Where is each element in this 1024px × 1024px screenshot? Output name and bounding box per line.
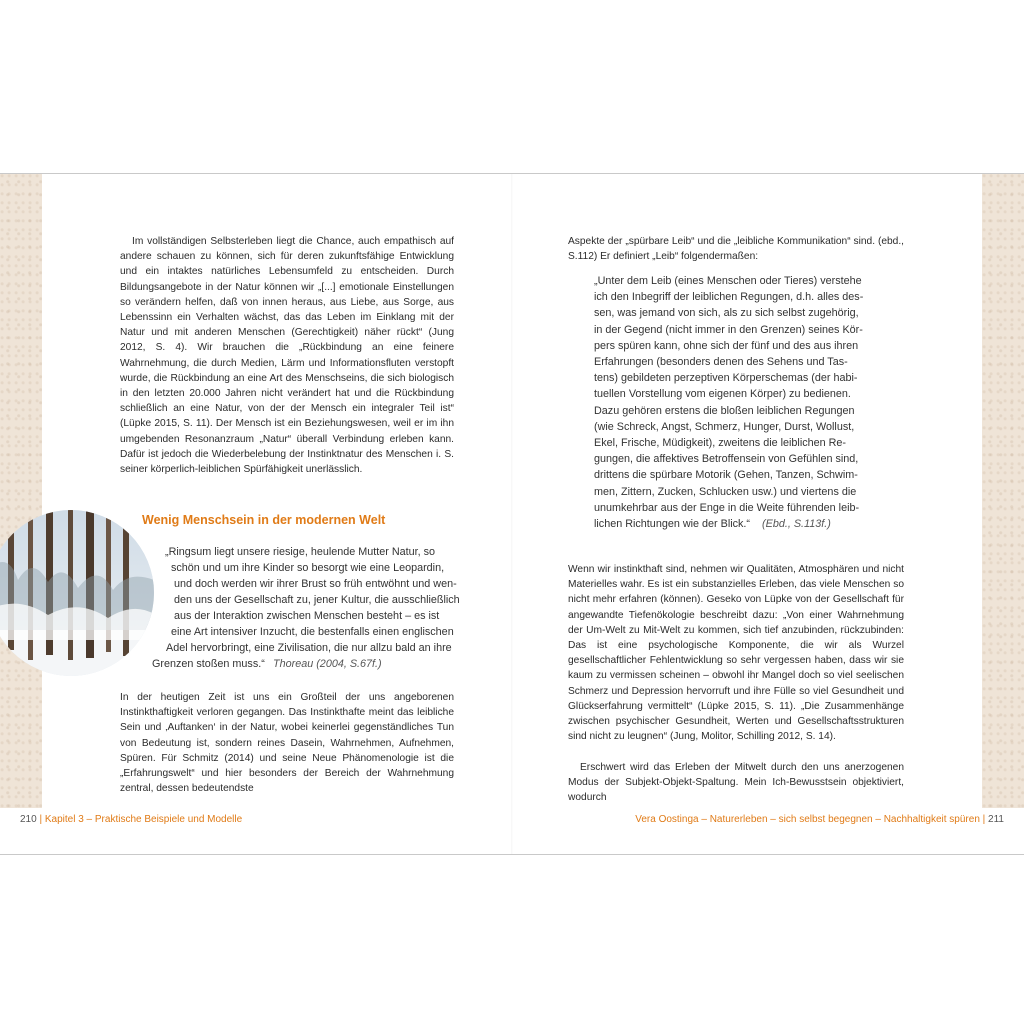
- quote-line: lichen Richtungen wie der Blick.“: [594, 518, 751, 531]
- left-paragraph-2: In der heutigen Zeit ist uns ein Großteil der uns angeborenen Instinkthaftigkeit verloren gegangen. Das Instinkthafte meint das leibliche Sein und ‚Auftanken‘ in der Natur, wobei keinerlei gegenständliches Tun von Bedeutung ist, sondern reines Dasein, Wahrnehmen, Aufnehmen, Spüren. Für Schmitz (2014) und seine Neue Phänomenologie ist die „Erfahrungswelt“ und hier besonders der Bereich der Wahrnehmung zentral, dessen bedeutendste: [120, 692, 454, 795]
- left-page: [0, 174, 512, 854]
- quote-line: aus der Interaktion zwischen Menschen besteht – es ist: [174, 610, 440, 622]
- quote-line: und doch werden wir ihrer Brust so früh entwöhnt und wen-: [174, 578, 457, 590]
- quote-line: Erfahrungen (besonders denen des Sehens und Tas-: [594, 356, 848, 369]
- page-number: 210: [20, 814, 37, 825]
- right-page: [512, 174, 1024, 854]
- book-spread: [0, 173, 1024, 855]
- forest-photo: [0, 510, 154, 676]
- quote-line: tuellen Vorstellung vom eigenen Körper) zu bedienen.: [594, 388, 851, 401]
- quote-line: pers spüren kann, ohne sich der fünf und des aus ihren: [594, 339, 859, 352]
- page-number: 211: [988, 814, 1004, 825]
- right-paragraph-1: Aspekte der „spürbare Leib“ und die „leibliche Kommunikation“ sind. (ebd., S.112) Er definiert „Leib“ folgendermaßen:: [568, 236, 904, 263]
- right-paragraph-2: Wenn wir instinkthaft sind, nehmen wir Qualitäten, Atmosphären und nicht Materielles wahr. Es ist ein substanzielles Erleben, das viele Menschen so nicht mehr erfahren (können). Geseko von Lüpke von der Gesellschaft für angewandte Tiefenökologie beschreibt dazu: „Von einer Wahrnehmung der Um-Welt zu Mit-Welt zu kommen, sich tief anzubinden, rückzubinden: Das ist eine psychologische Komponente, die wir als Wurzel gesellschaftlicher Fehlentwicklung so sehr vergessen haben, dass wir sie kaum zu vermissen scheinen – obwohl ihr Mangel doch so viel seelischen Schmerz und Depression hervorruft und ihre Fülle so viel Gesundheit und Glückserfahrung vermittelt“ (Lüpke 2015, S. 11). „Die Zusammenhänge zwischen psychischer Gesundheit, Werten und Gesellschaftsstrukturen sind nicht zu leugnen“ (Jung, Molitor, Schilling 2012, S. 14).: [568, 564, 904, 743]
- quote-line: (wie Schreck, Angst, Schmerz, Hunger, Durst, Wollust,: [594, 420, 855, 433]
- author-title: Vera Oostinga – Naturerleben – sich selbst begegnen – Nachhaltigkeit spüren |: [635, 814, 986, 825]
- left-footer: [20, 814, 242, 825]
- right-footer: [635, 814, 1004, 825]
- quote-line: men, Zittern, Zucken, Schlucken usw.) und viertens die: [594, 485, 857, 498]
- quote-citation: Thoreau (2004, S.67f.): [273, 658, 382, 670]
- quote-line: in der Gegend (nicht immer in den Grenzen) seines Kör-: [594, 323, 863, 336]
- chapter-title: | Kapitel 3 – Praktische Beispiele und Modelle: [39, 814, 243, 825]
- quote-line: ich den Inbegriff der leiblichen Regungen, d.h. alles des-: [594, 291, 864, 304]
- quote-line: eine Art intensiver Inzucht, die bestenfalls einen englischen: [171, 626, 454, 638]
- section-heading: Wenig Menschsein in der modernen Welt: [142, 513, 386, 527]
- schmitz-quote: [594, 273, 894, 532]
- quote-line: sen, was jemand von sich, als zu sich selbst zugehörig,: [594, 307, 859, 320]
- quote-line: tens) gebildeten perzeptiven Körperschemas (der habi-: [594, 372, 858, 385]
- quote-line: „Ringsum liegt unsere riesige, heulende Mutter Natur, so: [165, 546, 436, 558]
- quote-line: drittens die spürbare Motorik (Gehen, Tanzen, Schwim-: [594, 469, 858, 482]
- quote-line: unumkehrbar aus der Enge in die Weite führenden leib-: [594, 501, 860, 514]
- quote-line: den uns der Gesellschaft zu, jener Kultur, die ausschließlich: [174, 594, 460, 606]
- quote-line: schön und um ihre Kinder so besorgt wie eine Leopardin,: [171, 562, 445, 574]
- quote-line: Adel hervorbringt, eine Zivilisation, die nur allzu bald an ihre: [166, 642, 452, 654]
- right-paragraph-3: Erschwert wird das Erleben der Mitwelt durch den uns anerzogenen Modus der Subjekt-Objekt-Spaltung. Mein Ich-Bewusstsein objektiviert, wodurch: [568, 762, 904, 804]
- quote-citation: (Ebd., S.113f.): [762, 518, 831, 531]
- right-paper-margin: [982, 174, 1024, 808]
- quote-line: Grenzen stoßen muss.“: [152, 658, 265, 670]
- left-paper-margin: [0, 174, 42, 808]
- left-paragraph-1: Im vollständigen Selbsterleben liegt die Chance, auch empathisch auf andere schauen zu können, sich für deren zukunftsfähige Entwicklung und ein intaktes natürliches Lebensumfeld zu entscheiden. Durch Bildungsangebote in der Natur können wir „[...] emotionale Einstellungen so verändern helfen, daß von innen heraus, aus Liebe, aus Sorge, aus Lebenssinn ein Verhalten wächst, das das Leben im Einklang mit der Natur und mit anderen Menschen (Gerechtigkeit) näher rückt“ (Jung 2012, S. 4). Wir brauchen die „Rückbindung an eine feinere Wahrnehmung, die durch Medien, Lärm und Informationsfluten verstopft wurde, die Rückbindung an eine Art des Menschseins, die sich biologisch in den letzten 20.000 Jahren nicht verändert hat und die Rückbindung schließlich an eine Natur, von der der Mensch ein integraler Teil ist“ (Lüpke 2015, S. 11). Der Mensch ist ein Beziehungswesen, weil er im ihn umgebenden Resonanzraum „Natur“ überall Verbindung erleben kann. Dafür ist jedoch die Wiederbelebung der Instinktnatur des Menschen i. S. seiner körperlich-leiblichen Spürfähigkeit unerlässlich.: [120, 236, 454, 476]
- quote-line: „Unter dem Leib (eines Menschen oder Tieres) verstehe: [594, 275, 862, 287]
- quote-line: Dazu gehören erstens die bloßen leiblichen Regungen: [594, 404, 855, 417]
- quote-line: gungen, die affektives Betroffensein von Gefühlen sind,: [594, 453, 859, 466]
- quote-line: Ekel, Frische, Müdigkeit), zweitens die leiblichen Re-: [594, 437, 847, 450]
